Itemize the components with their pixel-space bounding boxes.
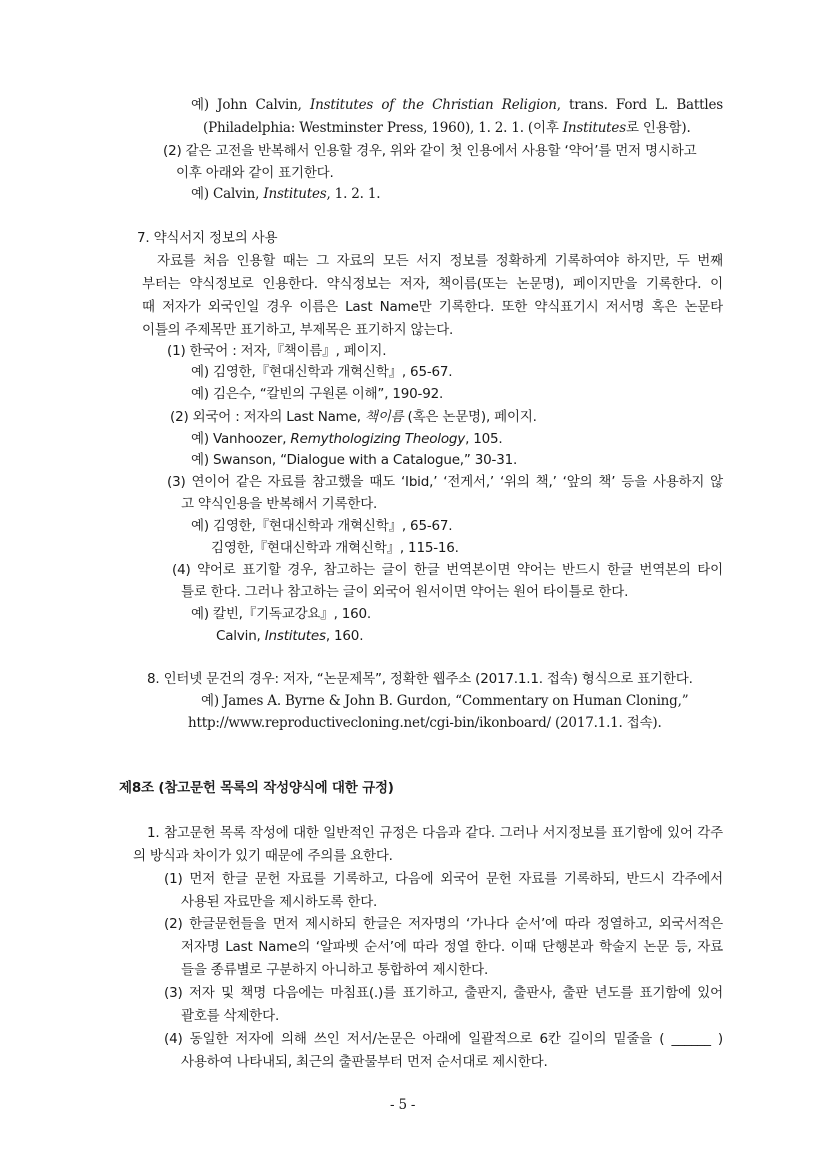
article-8-heading: 제8조 (참고문헌 목록의 작성양식에 대한 규정) (119, 780, 394, 796)
article-8-item4-line1: (4) 동일한 저자에 의해 쓰인 저서/논문은 아래에 일괄적으로 6칸 길이의 밑줄을 ( ______ ) (164, 1031, 723, 1047)
item-ibid-rule-line1: (3) 연이어 같은 자료를 참고했을 때도 ‘Ibid,’ ‘전게서,’ ‘위의 책,’ ‘앞의 책’ 등을 사용하지 않 (167, 474, 723, 490)
section-8-example: 예) James A. Byrne & John B. Gurdon, “Commentary on Human Cloning,” (201, 693, 689, 709)
section-7-para-line: 이틀의 주제목만 표기하고, 부제목은 표기하지 않는다. (142, 322, 454, 338)
item-ibid-rule-line2: 고 약식인용을 반복해서 기록한다. (181, 496, 378, 512)
item-foreign-example: 예) Swanson, “Dialogue with a Catalogue,” 30-31. (191, 452, 518, 468)
page-number: - 5 - (390, 1097, 416, 1113)
article-8-item1-line1: (1) 먼저 한글 문헌 자료를 기록하고, 다음에 외국어 문헌 자료를 기록하되, 반드시 각주에서 (164, 871, 723, 887)
article-8-item1-line2: 사용된 자료만을 제시하도록 한다. (181, 894, 378, 910)
item-foreign-format: (2) 외국어 : 저자의 Last Name, 책이름 (혹은 논문명), 페이지. (170, 409, 537, 425)
section-8-url-example: http://www.reproductivecloning.net/cgi-bin/ikonboard/ (2017.1.1. 접속). (188, 715, 662, 731)
article-8-item2-line1: (2) 한글문헌들을 먼저 제시하되 한글은 저자명의 ‘가나다 순서’에 따라 정열하고, 외국서적은 (164, 916, 723, 932)
abbreviation-rule-line1: (2) 같은 고전을 반복해서 인용할 경우, 위와 같이 첫 인용에서 사용할 ‘약어’를 먼저 명시하고 (163, 143, 697, 159)
article-8-item3-line2: 괄호를 삭제한다. (181, 1008, 280, 1024)
item-korean-format: (1) 한국어 : 저자,『책이름』, 페이지. (167, 343, 387, 359)
calvin-short-citation: 예) Calvin, Institutes, 1. 2. 1. (191, 186, 381, 202)
item-foreign-example: 예) Vanhoozer, Remythologizing Theology, 105. (191, 431, 503, 447)
calvin-full-citation-line1: 예) John Calvin, Institutes of the Christian Religion, trans. Ford L. Battles (191, 97, 723, 113)
item-abbrev-rule-line1: (4) 약어로 표기할 경우, 참고하는 글이 한글 번역본이면 약어는 반드시 한글 번역본의 타이 (172, 562, 723, 578)
section-7-para-line: 부터는 약식정보로 인용한다. 약식정보는 저자, 책이름(또는 논문명), 페이지만을 기록한다. 이 (142, 276, 723, 292)
section-7-para-line: 자료를 처음 인용할 때는 그 자료의 모든 서지 정보를 정확하게 기록하여야 하지만, 두 번째 (157, 253, 723, 269)
article-8-item2-line3: 들을 종류별로 구분하지 아니하고 통합하여 제시한다. (181, 962, 489, 978)
item-korean-example: 예) 김은수, “칼빈의 구원론 이해”, 190-92. (191, 386, 444, 402)
item-abbrev-example: Calvin, Institutes, 160. (216, 628, 364, 644)
section-8-internet-rule: 8. 인터넷 문건의 경우: 저자, “논문제목”, 정확한 웹주소 (2017.1.1. 접속) 형식으로 표기한다. (147, 671, 693, 687)
section-7-para-line: 때 저자가 외국인일 경우 이름은 Last Name만 기록한다. 또한 약식표기시 저서명 혹은 논문타 (142, 299, 723, 315)
article-8-para-line1: 1. 참고문헌 목록 작성에 대한 일반적인 규정은 다음과 같다. 그러나 서지정보를 표기함에 있어 각주 (147, 825, 723, 841)
item-abbrev-rule-line2: 틀로 한다. 그러나 참고하는 글이 외국어 원서이면 약어는 원어 타이틀로 한다. (181, 584, 629, 600)
article-8-item3-line1: (3) 저자 및 책명 다음에는 마침표(.)를 표기하고, 출판지, 출판사, 출판 년도를 표기함에 있어 (164, 985, 723, 1001)
section-7-heading: 7. 약식서지 정보의 사용 (137, 230, 278, 246)
item-abbrev-example: 예) 칼빈,『기독교강요』, 160. (191, 606, 372, 622)
article-8-item4-line2: 사용하여 나타내되, 최근의 출판물부터 먼저 순서대로 제시한다. (181, 1054, 548, 1070)
article-8-para-line2: 의 방식과 차이가 있기 때문에 주의를 요한다. (133, 848, 393, 864)
abbreviation-rule-line2: 이후 아래와 같이 표기한다. (176, 165, 334, 181)
item-ibid-example: 김영한,『현대신학과 개혁신학』, 115-16. (211, 540, 459, 556)
item-ibid-example: 예) 김영한,『현대신학과 개혁신학』, 65-67. (191, 518, 453, 534)
item-korean-example: 예) 김영한,『현대신학과 개혁신학』, 65-67. (191, 364, 453, 380)
article-8-item2-line2: 저자명 Last Name의 ‘알파벳 순서’에 따라 정열 한다. 이때 단행본과 학술지 논문 등, 자료 (181, 939, 723, 955)
calvin-full-citation-line2: (Philadelphia: Westminster Press, 1960), 1. 2. 1. (이후 Institutes로 인용함). (203, 120, 691, 136)
